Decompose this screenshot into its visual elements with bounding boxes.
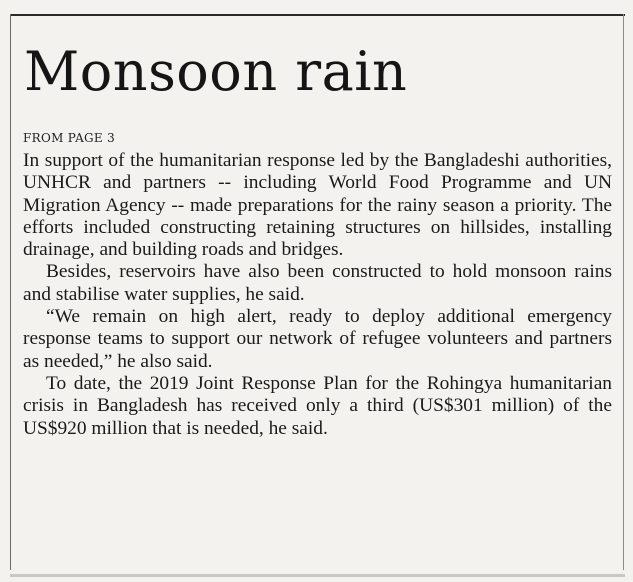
bottom-rule	[10, 574, 625, 577]
right-column-rule	[623, 14, 624, 570]
top-rule	[10, 14, 625, 16]
paragraph: Besides, reservoirs have also been constructed to hold monsoon rains and stabilise water supplies, he said.	[23, 261, 612, 305]
article-body	[23, 150, 612, 440]
jump-line: FROM PAGE 3	[23, 131, 116, 145]
paragraph: In support of the humanitarian response led by the Bangladeshi authorities, UNHCR and partners -- including World Food Programme and UN Migration Agency -- made preparations for the rainy season a priority. The efforts included constructing retaining structures on hillsides, installing drainage, and building roads and bridges.	[23, 150, 612, 261]
paragraph: To date, the 2019 Joint Response Plan for the Rohingya humanitarian crisis in Bangladesh has received only a third (US$301 million) of the US$920 million that is needed, he said.	[23, 372, 612, 439]
paragraph: “We remain on high alert, ready to deploy additional emergency response teams to support our network of refugee volunteers and partners as needed,” he also said.	[23, 306, 612, 372]
left-column-rule	[10, 14, 11, 570]
headline: Monsoon rain	[24, 40, 408, 103]
